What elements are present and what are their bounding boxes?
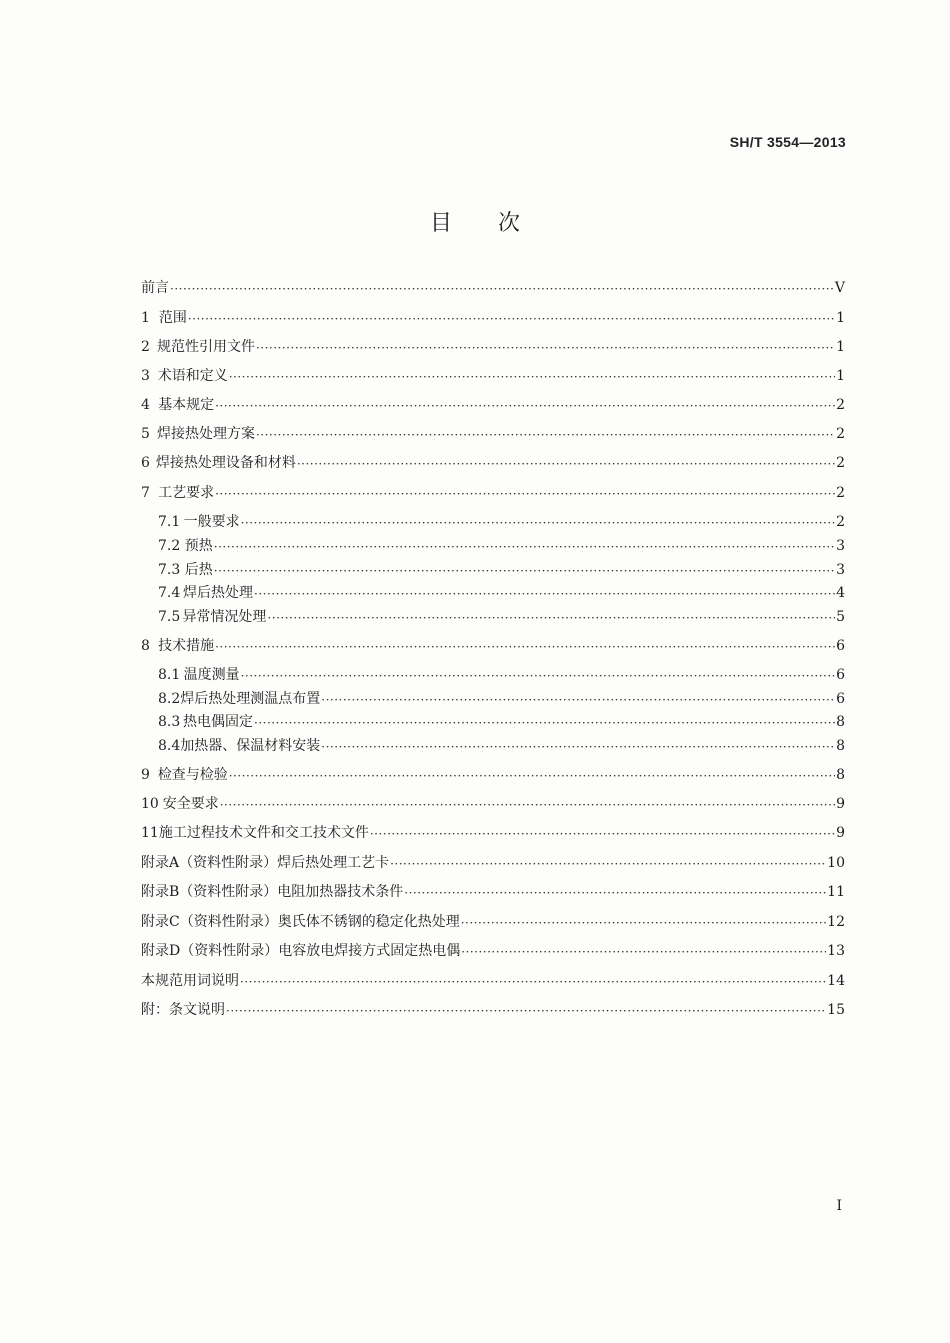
toc-entry-number: 8.4	[158, 738, 181, 754]
toc-entry-page: 3	[836, 538, 845, 554]
toc-leader-dots	[214, 538, 835, 556]
toc-entry-number: 1	[141, 310, 150, 326]
document-code: SH/T 3554—2013	[729, 134, 846, 150]
toc-entry[interactable]	[158, 687, 845, 709]
toc-entry-label: 焊后热处理	[183, 585, 254, 601]
toc-leader-dots	[220, 796, 835, 814]
toc-entry[interactable]	[141, 792, 845, 814]
toc-leader-dots	[267, 609, 835, 627]
toc-leader-dots	[297, 455, 835, 473]
toc-entry[interactable]	[141, 393, 845, 415]
toc-entry[interactable]	[158, 734, 845, 756]
toc-entry-number: 7.1	[158, 514, 181, 530]
toc-entry[interactable]	[158, 558, 845, 580]
toc-entry-number: 7.2	[158, 538, 181, 554]
toc-entry[interactable]	[141, 422, 845, 444]
toc-entry-label: 热电偶固定	[183, 714, 254, 730]
toc-entry-label: 一般要求	[183, 514, 240, 530]
toc-entry-label: 检查与检验	[157, 767, 228, 783]
toc-entry[interactable]	[158, 710, 845, 732]
toc-entry-label: 附录B（资料性附录）电阻加热器技术条件	[141, 884, 404, 900]
toc-leader-dots	[390, 855, 826, 873]
toc-entry-number: 7.4	[158, 585, 181, 601]
toc-entry-page: 1	[836, 310, 845, 326]
toc-leader-dots	[370, 825, 835, 843]
toc-entry-page: 8	[836, 738, 845, 754]
toc-entry[interactable]	[141, 880, 845, 902]
toc-entry-label: 本规范用词说明	[141, 973, 239, 989]
toc-entry[interactable]	[141, 821, 845, 843]
toc-entry-page: 6	[836, 638, 845, 654]
toc-entry[interactable]	[158, 605, 845, 627]
toc-entry-number: 7	[141, 485, 150, 501]
toc-leader-dots	[461, 943, 826, 961]
toc-entry-label: 附录A（资料性附录）焊后热处理工艺卡	[141, 855, 390, 871]
toc-leader-dots	[404, 884, 826, 902]
toc-leader-dots	[254, 714, 835, 732]
toc-entry-page: 9	[836, 796, 845, 812]
toc-entry-label: 焊后热处理测温点布置	[180, 691, 321, 707]
toc-entry[interactable]	[158, 510, 845, 532]
toc-entry-page: 11	[827, 884, 845, 900]
toc-entry-number: 7.3	[158, 562, 181, 578]
toc-entry-page: 1	[836, 339, 845, 355]
toc-entry-page: 8	[836, 714, 845, 730]
toc-entry-page: 2	[836, 455, 845, 471]
toc-entry-number: 11	[141, 825, 159, 841]
toc-entry[interactable]	[158, 581, 845, 603]
toc-entry-page: 8	[836, 767, 845, 783]
toc-entry-label: 术语和定义	[157, 368, 228, 384]
toc-entry-page: 2	[836, 426, 845, 442]
toc-entry[interactable]	[141, 939, 845, 961]
toc-entry-label: 预热	[184, 538, 213, 554]
toc-entry-label: 附录D（资料性附录）电容放电焊接方式固定热电偶	[141, 943, 461, 959]
toc-leader-dots	[170, 280, 834, 298]
toc-entry-number: 2	[141, 339, 150, 355]
toc-entry-label: 温度测量	[183, 667, 240, 683]
toc-entry-page: 13	[827, 943, 845, 959]
toc-leader-dots	[188, 310, 835, 328]
toc-leader-dots	[215, 485, 835, 503]
toc-entry-label: 技术措施	[158, 638, 215, 654]
toc-leader-dots	[254, 585, 835, 603]
toc-entry-label: 异常情况处理	[182, 609, 267, 625]
toc-entry-page: 15	[827, 1002, 845, 1018]
toc-entry-page: 2	[836, 514, 845, 530]
toc-entry[interactable]	[141, 306, 845, 328]
toc-entry-label: 附录C（资料性附录）奥氏体不锈钢的稳定化热处理	[141, 914, 460, 930]
toc-entry-page: V	[834, 280, 845, 296]
toc-leader-dots	[256, 426, 835, 444]
toc-entry-page: 4	[836, 585, 845, 601]
toc-entry-page: 6	[836, 667, 845, 683]
toc-leader-dots	[461, 914, 826, 932]
toc-leader-dots	[321, 738, 835, 756]
toc-entry-label: 附：条文说明	[141, 1002, 225, 1018]
toc-entry-number: 6	[141, 455, 150, 471]
toc-entry-label: 规范性引用文件	[156, 339, 255, 355]
toc-entry[interactable]	[158, 534, 845, 556]
toc-entry[interactable]	[141, 910, 845, 932]
toc-entry[interactable]	[141, 451, 845, 473]
toc-entry-label: 范围	[158, 310, 187, 326]
toc-entry-number: 7.5	[158, 609, 181, 625]
toc-leader-dots	[215, 638, 835, 656]
toc-entry-page: 6	[836, 691, 845, 707]
toc-entry-number: 3	[141, 368, 150, 384]
toc-entry-number: 8	[141, 638, 150, 654]
toc-entry[interactable]	[141, 763, 845, 785]
toc-entry-label: 后热	[184, 562, 213, 578]
toc-entry-page: 5	[836, 609, 845, 625]
toc-entry-label: 安全要求	[162, 796, 219, 812]
toc-title: 目次	[429, 211, 566, 236]
toc-entry-number: 4	[141, 397, 150, 413]
toc-entry-label: 前言	[141, 280, 169, 296]
toc-leader-dots	[226, 1002, 826, 1020]
toc-entry[interactable]	[141, 276, 845, 298]
toc-entry[interactable]	[141, 481, 845, 503]
toc-entry-page: 2	[836, 485, 845, 501]
toc-leader-dots	[256, 339, 835, 357]
toc-entry-number: 8.1	[158, 667, 181, 683]
toc-entry-page: 12	[827, 914, 845, 930]
toc-leader-dots	[229, 368, 835, 386]
toc-entry[interactable]	[141, 364, 845, 386]
toc-entry-label: 施工过程技术文件和交工技术文件	[158, 825, 369, 841]
toc-entry-page: 2	[836, 397, 845, 413]
toc-entry-number: 10	[141, 796, 159, 812]
toc-entry-number: 9	[141, 767, 150, 783]
toc-entry-number: 8.2	[158, 691, 181, 707]
toc-entry-label: 工艺要求	[158, 485, 215, 501]
toc-leader-dots	[241, 514, 835, 532]
toc-entry-page: 9	[836, 825, 845, 841]
toc-entry-number: 5	[141, 426, 150, 442]
toc-entry[interactable]	[141, 634, 845, 656]
toc-entry[interactable]	[141, 851, 845, 873]
toc-entry-label: 焊接热处理方案	[156, 426, 255, 442]
page-number: I	[836, 1198, 842, 1214]
toc-entry[interactable]	[141, 998, 845, 1020]
toc-leader-dots	[215, 397, 835, 415]
toc-leader-dots	[240, 973, 826, 991]
toc-entry-page: 3	[836, 562, 845, 578]
toc-entry-page: 14	[827, 973, 845, 989]
toc-leader-dots	[214, 562, 835, 580]
toc-entry-label: 焊接热处理设备和材料	[155, 455, 296, 471]
toc-entry[interactable]	[158, 663, 845, 685]
toc-leader-dots	[321, 691, 835, 709]
toc-entry-label: 基本规定	[158, 397, 215, 413]
toc-entry-label: 加热器、保温材料安装	[180, 738, 321, 754]
toc-leader-dots	[229, 767, 835, 785]
toc-entry[interactable]	[141, 969, 845, 991]
toc-leader-dots	[241, 667, 835, 685]
toc-entry-number: 8.3	[158, 714, 181, 730]
toc-entry[interactable]	[141, 335, 845, 357]
toc-entry-page: 1	[836, 368, 845, 384]
toc-entry-page: 10	[827, 855, 845, 871]
